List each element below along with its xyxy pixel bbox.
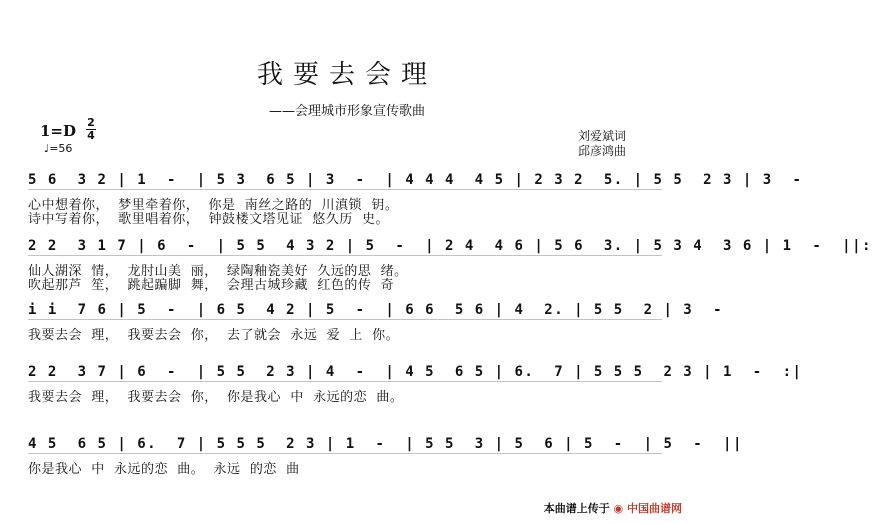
score-row xyxy=(0,172,803,227)
site-logo-icon: ◉ xyxy=(613,502,624,515)
time-signature-bottom: 4 xyxy=(87,129,95,142)
lyrics-line: 诗中写着你， 歌里唱着你， 钟鼓楼文塔见证 悠久历 史。 xyxy=(28,212,390,227)
notes-line: 5 6 3 2 | 1 - | 5 3 6 5 | 3 - | 4 4 4 4 5 | 2 3 2 5. | 5 5 2 3 | 3 - xyxy=(28,172,803,188)
lyrics-line: 吹起那芦 笙， 跳起蹁脚 舞， 会理古城珍藏 红色的传 奇 xyxy=(28,278,395,293)
song-subtitle: ——会理城市形象宣传歌曲 xyxy=(268,104,425,119)
footer-brand: 中国曲谱网 xyxy=(627,502,682,515)
notes-line: i i 7 6 | 5 - | 6 5 4 2 | 5 - | 6 6 5 6 | 4 2. | 5 5 2 | 3 - xyxy=(28,302,724,318)
lyrics-line: 我要去会 理， 我要去会 你， 去了就会 永远 爱 上 你。 xyxy=(28,328,400,343)
beam-line xyxy=(28,319,662,320)
lyrics-line: 仙人湖深 情， 龙肘山美 丽， 绿陶釉瓷美好 久远的思 绪。 xyxy=(28,264,408,279)
key-signature: 1=D xyxy=(40,122,77,140)
lyrics-line: 心中想着你， 梦里牵着你， 你是 南丝之路的 川滇锁 钥。 xyxy=(28,198,399,213)
notes-line: 2 2 3 1 7 | 6 - | 5 5 4 3 2 | 5 - | 2 4 4 6 | 5 6 3. | 5 3 4 3 6 | 1 - ||: xyxy=(28,238,872,254)
time-signature xyxy=(86,117,96,142)
notes-line: 4 5 6 5 | 6. 7 | 5 5 5 2 3 | 1 - | 5 5 3 | 5 6 | 5 - | 5 - || xyxy=(28,436,743,452)
beam-line xyxy=(28,189,662,190)
notes-line: 2 2 3 7 | 6 - | 5 5 2 3 | 4 - | 4 5 6 5 | 6. 7 | 5 5 5 2 3 | 1 - :| xyxy=(28,364,803,380)
beam-line xyxy=(28,255,662,256)
tempo-marking: ♩=56 xyxy=(44,142,73,155)
lyrics-line: 你是我心 中 永远的恋 曲。 永远 的恋 曲 xyxy=(28,462,300,477)
lyrics-line: 我要去会 理， 我要去会 你， 你是我心 中 永远的恋 曲。 xyxy=(28,390,404,405)
footer-text: 本曲谱上传于 xyxy=(543,502,610,515)
score-row xyxy=(0,238,872,293)
score-row xyxy=(0,302,724,352)
lyricist-credit: 刘爱斌词 xyxy=(578,129,627,143)
composer-credit: 邱彦鸿曲 xyxy=(578,144,627,158)
beam-line xyxy=(28,381,662,382)
time-signature-top: 2 xyxy=(87,116,95,129)
song-title: 我要去会理 xyxy=(256,60,437,90)
beam-line xyxy=(28,453,662,454)
score-row xyxy=(0,364,803,414)
score-row xyxy=(0,436,743,486)
footer-credit xyxy=(544,500,682,516)
